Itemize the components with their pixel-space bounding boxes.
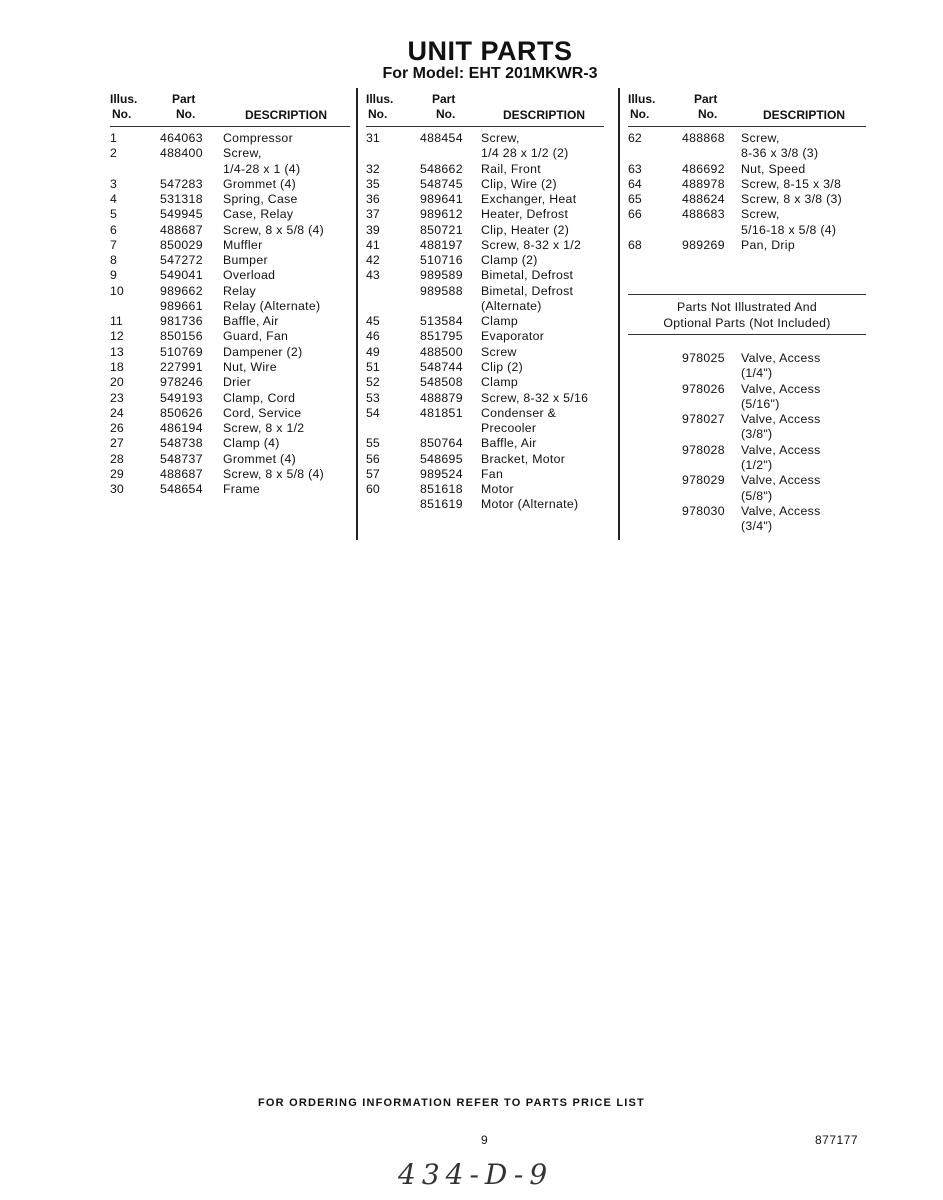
part-description: Drier bbox=[223, 375, 252, 390]
part-row bbox=[366, 162, 604, 177]
part-row bbox=[366, 436, 604, 451]
illus-number: 26 bbox=[110, 421, 124, 436]
part-number: 989588 bbox=[420, 283, 463, 298]
part-description: Valve, Access (5/8") bbox=[741, 473, 821, 503]
illus-number: 57 bbox=[366, 466, 380, 481]
part-description: Motor (Alternate) bbox=[481, 497, 579, 512]
part-row bbox=[366, 406, 604, 437]
part-description: Grommet (4) bbox=[223, 451, 296, 466]
header-rule bbox=[366, 126, 604, 127]
part-number: 548744 bbox=[420, 359, 463, 374]
illus-number: 3 bbox=[110, 176, 117, 191]
part-number: 547283 bbox=[160, 176, 203, 191]
part-description: Bimetal, Defrost (Alternate) bbox=[481, 283, 574, 313]
part-header-no: No. bbox=[698, 107, 718, 121]
part-row bbox=[628, 238, 866, 253]
part-header: Part bbox=[694, 92, 718, 106]
part-row bbox=[110, 131, 350, 146]
part-number: 981736 bbox=[160, 314, 203, 329]
part-row bbox=[628, 177, 866, 192]
illus-number: 63 bbox=[628, 161, 642, 176]
illus-header-no: No. bbox=[368, 107, 388, 121]
part-number: 549193 bbox=[160, 390, 203, 405]
part-description: Evaporator bbox=[481, 329, 545, 344]
part-description: Muffler bbox=[223, 237, 263, 252]
part-number: 548745 bbox=[420, 176, 463, 191]
part-number: 486692 bbox=[682, 161, 725, 176]
part-description: Frame bbox=[223, 482, 261, 497]
illus-number: 37 bbox=[366, 207, 380, 222]
parts-column-2 bbox=[366, 90, 604, 513]
part-row bbox=[366, 329, 604, 344]
part-description: Valve, Access (5/16") bbox=[741, 381, 821, 411]
optional-parts-note bbox=[628, 295, 866, 334]
part-row bbox=[628, 382, 866, 413]
illus-number: 18 bbox=[110, 359, 124, 374]
part-description: Screw, 8-36 x 3/8 (3) bbox=[741, 131, 819, 161]
illus-number: 51 bbox=[366, 359, 380, 374]
note-line: Optional Parts (Not Included) bbox=[663, 316, 831, 331]
illus-number: 27 bbox=[110, 436, 124, 451]
part-row bbox=[110, 406, 350, 421]
part-row bbox=[110, 436, 350, 451]
illus-number: 45 bbox=[366, 314, 380, 329]
header-rule bbox=[110, 126, 350, 127]
part-row bbox=[110, 452, 350, 467]
part-row bbox=[110, 375, 350, 390]
illus-number: 32 bbox=[366, 161, 380, 176]
illus-number: 5 bbox=[110, 207, 117, 222]
part-row bbox=[366, 238, 604, 253]
part-description: Bumper bbox=[223, 253, 268, 268]
illus-header-no: No. bbox=[112, 107, 132, 121]
part-number: 989269 bbox=[682, 237, 725, 252]
illus-number: 20 bbox=[110, 375, 124, 390]
part-row bbox=[110, 192, 350, 207]
illus-number: 65 bbox=[628, 192, 642, 207]
part-number: 488624 bbox=[682, 192, 725, 207]
illus-header: Illus. bbox=[110, 92, 138, 106]
illus-number: 42 bbox=[366, 253, 380, 268]
part-description: Spring, Case bbox=[223, 192, 298, 207]
part-number: 481851 bbox=[420, 405, 463, 420]
illus-number: 66 bbox=[628, 207, 642, 222]
column-header bbox=[628, 90, 866, 126]
description-header: DESCRIPTION bbox=[763, 108, 846, 122]
part-number: 548662 bbox=[420, 161, 463, 176]
part-row bbox=[110, 238, 350, 253]
part-description: Fan bbox=[481, 466, 504, 481]
illus-number: 49 bbox=[366, 344, 380, 359]
part-number: 488978 bbox=[682, 176, 725, 191]
part-description: Screw bbox=[481, 344, 517, 359]
part-row bbox=[110, 345, 350, 360]
part-row bbox=[628, 351, 866, 382]
part-number: 488500 bbox=[420, 344, 463, 359]
illus-number: 7 bbox=[110, 237, 117, 252]
part-number: 978025 bbox=[682, 351, 725, 366]
illus-number: 10 bbox=[110, 283, 124, 298]
part-description: Screw, 1/4 28 x 1/2 (2) bbox=[481, 131, 569, 161]
part-description: Screw, 8-32 x 1/2 bbox=[481, 237, 582, 252]
part-row bbox=[628, 207, 866, 238]
part-row bbox=[366, 177, 604, 192]
part-number: 548654 bbox=[160, 482, 203, 497]
header-rule bbox=[628, 126, 866, 127]
part-number: 549945 bbox=[160, 207, 203, 222]
part-description: Motor bbox=[481, 482, 514, 497]
part-row bbox=[628, 473, 866, 504]
part-description: Clip (2) bbox=[481, 359, 524, 374]
illus-header: Illus. bbox=[366, 92, 394, 106]
description-header: DESCRIPTION bbox=[503, 108, 586, 122]
illus-number: 54 bbox=[366, 405, 380, 420]
part-description: Exchanger, Heat bbox=[481, 192, 577, 207]
part-number: 548695 bbox=[420, 451, 463, 466]
part-description: Screw, 8 x 5/8 (4) bbox=[223, 222, 325, 237]
part-description: Clamp, Cord bbox=[223, 390, 296, 405]
part-row bbox=[366, 207, 604, 222]
illus-number: 13 bbox=[110, 344, 124, 359]
illus-number: 31 bbox=[366, 131, 380, 145]
part-description: Case, Relay bbox=[223, 207, 294, 222]
part-description: Nut, Speed bbox=[741, 161, 806, 176]
part-number: 989641 bbox=[420, 192, 463, 207]
part-number: 989524 bbox=[420, 466, 463, 481]
page-number: 9 bbox=[481, 1133, 488, 1147]
part-description: Bracket, Motor bbox=[481, 451, 566, 466]
part-number: 488879 bbox=[420, 390, 463, 405]
part-number: 978029 bbox=[682, 473, 725, 488]
part-number: 488687 bbox=[160, 466, 203, 481]
part-description: Screw, 5/16-18 x 5/8 (4) bbox=[741, 207, 837, 237]
part-number: 488197 bbox=[420, 237, 463, 252]
part-row bbox=[628, 412, 866, 443]
part-row bbox=[366, 268, 604, 283]
part-description: Relay bbox=[223, 283, 256, 298]
illus-number: 9 bbox=[110, 268, 117, 283]
part-row bbox=[110, 329, 350, 344]
handwritten-note: 434-D-9 bbox=[398, 1158, 554, 1191]
illus-number: 55 bbox=[366, 436, 380, 451]
illus-number: 4 bbox=[110, 192, 117, 207]
part-number: 548508 bbox=[420, 375, 463, 390]
illus-header: Illus. bbox=[628, 92, 656, 106]
part-header-no: No. bbox=[436, 107, 456, 121]
illus-header-no: No. bbox=[630, 107, 650, 121]
part-description: Clamp bbox=[481, 375, 519, 390]
part-number: 548738 bbox=[160, 436, 203, 451]
part-row bbox=[110, 146, 350, 177]
part-description: Cord, Service bbox=[223, 405, 302, 420]
illus-number: 52 bbox=[366, 375, 380, 390]
part-description: Clamp (2) bbox=[481, 253, 538, 268]
part-row bbox=[366, 192, 604, 207]
part-number: 978027 bbox=[682, 412, 725, 427]
part-description: Rail, Front bbox=[481, 161, 542, 176]
illus-number: 29 bbox=[110, 466, 124, 481]
ordering-footer: FOR ORDERING INFORMATION REFER TO PARTS PRICE LIST bbox=[258, 1097, 645, 1109]
part-number: 549041 bbox=[160, 268, 203, 283]
part-number: 547272 bbox=[160, 253, 203, 268]
part-number: 850764 bbox=[420, 436, 463, 451]
part-row bbox=[628, 131, 866, 162]
part-row bbox=[110, 421, 350, 436]
part-row bbox=[628, 192, 866, 207]
column-divider bbox=[618, 88, 620, 540]
illus-number: 41 bbox=[366, 237, 380, 252]
part-row bbox=[366, 131, 604, 162]
part-number: 850029 bbox=[160, 237, 203, 252]
part-description: Nut, Wire bbox=[223, 359, 277, 374]
illus-number: 62 bbox=[628, 131, 642, 145]
part-description: Valve, Access (3/8") bbox=[741, 412, 821, 442]
part-row bbox=[110, 268, 350, 283]
part-description: Heater, Defrost bbox=[481, 207, 569, 222]
part-description: Compressor bbox=[223, 131, 293, 145]
part-description: Screw, 8-15 x 3/8 bbox=[741, 176, 842, 191]
part-row bbox=[110, 391, 350, 406]
part-number: 850626 bbox=[160, 405, 203, 420]
part-row bbox=[110, 284, 350, 299]
part-number: 850721 bbox=[420, 222, 463, 237]
part-number: 851619 bbox=[420, 497, 463, 512]
part-number: 510769 bbox=[160, 344, 203, 359]
part-row bbox=[366, 482, 604, 497]
part-row bbox=[110, 299, 350, 314]
illus-number: 36 bbox=[366, 192, 380, 207]
model-subtitle: For Model: EHT 201MKWR-3 bbox=[382, 65, 598, 82]
illus-number: 8 bbox=[110, 253, 117, 268]
part-number: 989662 bbox=[160, 283, 203, 298]
column-divider bbox=[356, 88, 358, 540]
part-row bbox=[110, 467, 350, 482]
part-description: Grommet (4) bbox=[223, 176, 296, 191]
part-number: 978030 bbox=[682, 503, 725, 518]
part-row bbox=[110, 223, 350, 238]
part-row bbox=[366, 375, 604, 390]
part-description: Screw, 8-32 x 5/16 bbox=[481, 390, 589, 405]
part-number: 513584 bbox=[420, 314, 463, 329]
part-description: Clamp (4) bbox=[223, 436, 280, 451]
part-number: 531318 bbox=[160, 192, 203, 207]
part-description: Relay (Alternate) bbox=[223, 298, 321, 313]
part-number: 464063 bbox=[160, 131, 203, 145]
illus-number: 43 bbox=[366, 268, 380, 283]
illus-number: 1 bbox=[110, 131, 117, 145]
part-description: Clip, Heater (2) bbox=[481, 222, 570, 237]
illus-number: 35 bbox=[366, 176, 380, 191]
part-row bbox=[110, 360, 350, 375]
part-row bbox=[628, 443, 866, 474]
part-number: 850156 bbox=[160, 329, 203, 344]
part-description: Dampener (2) bbox=[223, 344, 303, 359]
part-row bbox=[366, 467, 604, 482]
note-rule bbox=[628, 334, 866, 335]
part-number: 488454 bbox=[420, 131, 463, 145]
part-description: Baffle, Air bbox=[481, 436, 537, 451]
part-number: 989589 bbox=[420, 268, 463, 283]
part-number: 978028 bbox=[682, 442, 725, 457]
part-row bbox=[366, 253, 604, 268]
part-number: 978246 bbox=[160, 375, 203, 390]
part-number: 510716 bbox=[420, 253, 463, 268]
part-number: 978026 bbox=[682, 381, 725, 396]
part-header: Part bbox=[432, 92, 456, 106]
illus-number: 12 bbox=[110, 329, 124, 344]
part-description: Pan, Drip bbox=[741, 237, 795, 252]
document-number: 877177 bbox=[815, 1133, 859, 1147]
part-header: Part bbox=[172, 92, 196, 106]
part-row bbox=[110, 177, 350, 192]
part-row bbox=[628, 162, 866, 177]
part-number: 488400 bbox=[160, 146, 203, 161]
part-description: Screw, 1/4-28 x 1 (4) bbox=[223, 146, 301, 176]
part-row bbox=[366, 314, 604, 329]
illus-number: 46 bbox=[366, 329, 380, 344]
part-header-no: No. bbox=[176, 107, 196, 121]
part-row bbox=[366, 497, 604, 512]
illus-number: 6 bbox=[110, 222, 117, 237]
page-title: UNIT PARTS bbox=[407, 36, 573, 66]
part-row bbox=[366, 452, 604, 467]
illus-number: 53 bbox=[366, 390, 380, 405]
column-header bbox=[366, 90, 604, 126]
part-description: Guard, Fan bbox=[223, 329, 289, 344]
column-header bbox=[110, 90, 350, 126]
part-row bbox=[110, 253, 350, 268]
illus-number: 64 bbox=[628, 176, 642, 191]
part-description: Screw, 8 x 1/2 bbox=[223, 421, 305, 436]
part-description: Baffle, Air bbox=[223, 314, 279, 329]
illus-number: 11 bbox=[110, 314, 123, 329]
part-row bbox=[628, 504, 866, 535]
illus-number: 68 bbox=[628, 237, 642, 252]
part-description: Clamp bbox=[481, 314, 519, 329]
part-row bbox=[366, 223, 604, 238]
illus-number: 60 bbox=[366, 482, 380, 497]
part-number: 488683 bbox=[682, 207, 725, 222]
part-number: 989661 bbox=[160, 298, 203, 313]
part-description: Screw, 8 x 3/8 (3) bbox=[741, 192, 843, 207]
part-row bbox=[366, 345, 604, 360]
part-description: Condenser & Precooler bbox=[481, 405, 557, 436]
part-row bbox=[110, 314, 350, 329]
part-number: 989612 bbox=[420, 207, 463, 222]
part-description: Valve, Access (1/2") bbox=[741, 442, 821, 472]
part-description: Screw, 8 x 5/8 (4) bbox=[223, 466, 325, 481]
part-row bbox=[366, 360, 604, 375]
part-number: 851795 bbox=[420, 329, 463, 344]
part-number: 488687 bbox=[160, 222, 203, 237]
note-line: Parts Not Illustrated And bbox=[676, 300, 818, 315]
part-number: 851618 bbox=[420, 482, 463, 497]
parts-column-3 bbox=[628, 90, 866, 534]
part-description: Valve, Access (3/4") bbox=[741, 503, 821, 534]
part-number: 548737 bbox=[160, 451, 203, 466]
part-description: Clip, Wire (2) bbox=[481, 176, 557, 191]
part-description: Overload bbox=[223, 268, 276, 283]
part-number: 486194 bbox=[160, 421, 203, 436]
part-row bbox=[110, 482, 350, 497]
part-row bbox=[366, 391, 604, 406]
part-number: 488868 bbox=[682, 131, 725, 145]
part-description: Bimetal, Defrost bbox=[481, 268, 574, 283]
illus-number: 28 bbox=[110, 451, 124, 466]
illus-number: 39 bbox=[366, 222, 380, 237]
part-description: Valve, Access (1/4") bbox=[741, 351, 821, 381]
illus-number: 30 bbox=[110, 482, 124, 497]
part-row bbox=[366, 284, 604, 315]
part-row bbox=[110, 207, 350, 222]
illus-number: 24 bbox=[110, 405, 124, 420]
illus-number: 23 bbox=[110, 390, 124, 405]
parts-column-1 bbox=[110, 90, 350, 497]
illus-number: 56 bbox=[366, 451, 380, 466]
illus-number: 2 bbox=[110, 146, 117, 161]
part-number: 227991 bbox=[160, 359, 203, 374]
description-header: DESCRIPTION bbox=[245, 108, 328, 122]
